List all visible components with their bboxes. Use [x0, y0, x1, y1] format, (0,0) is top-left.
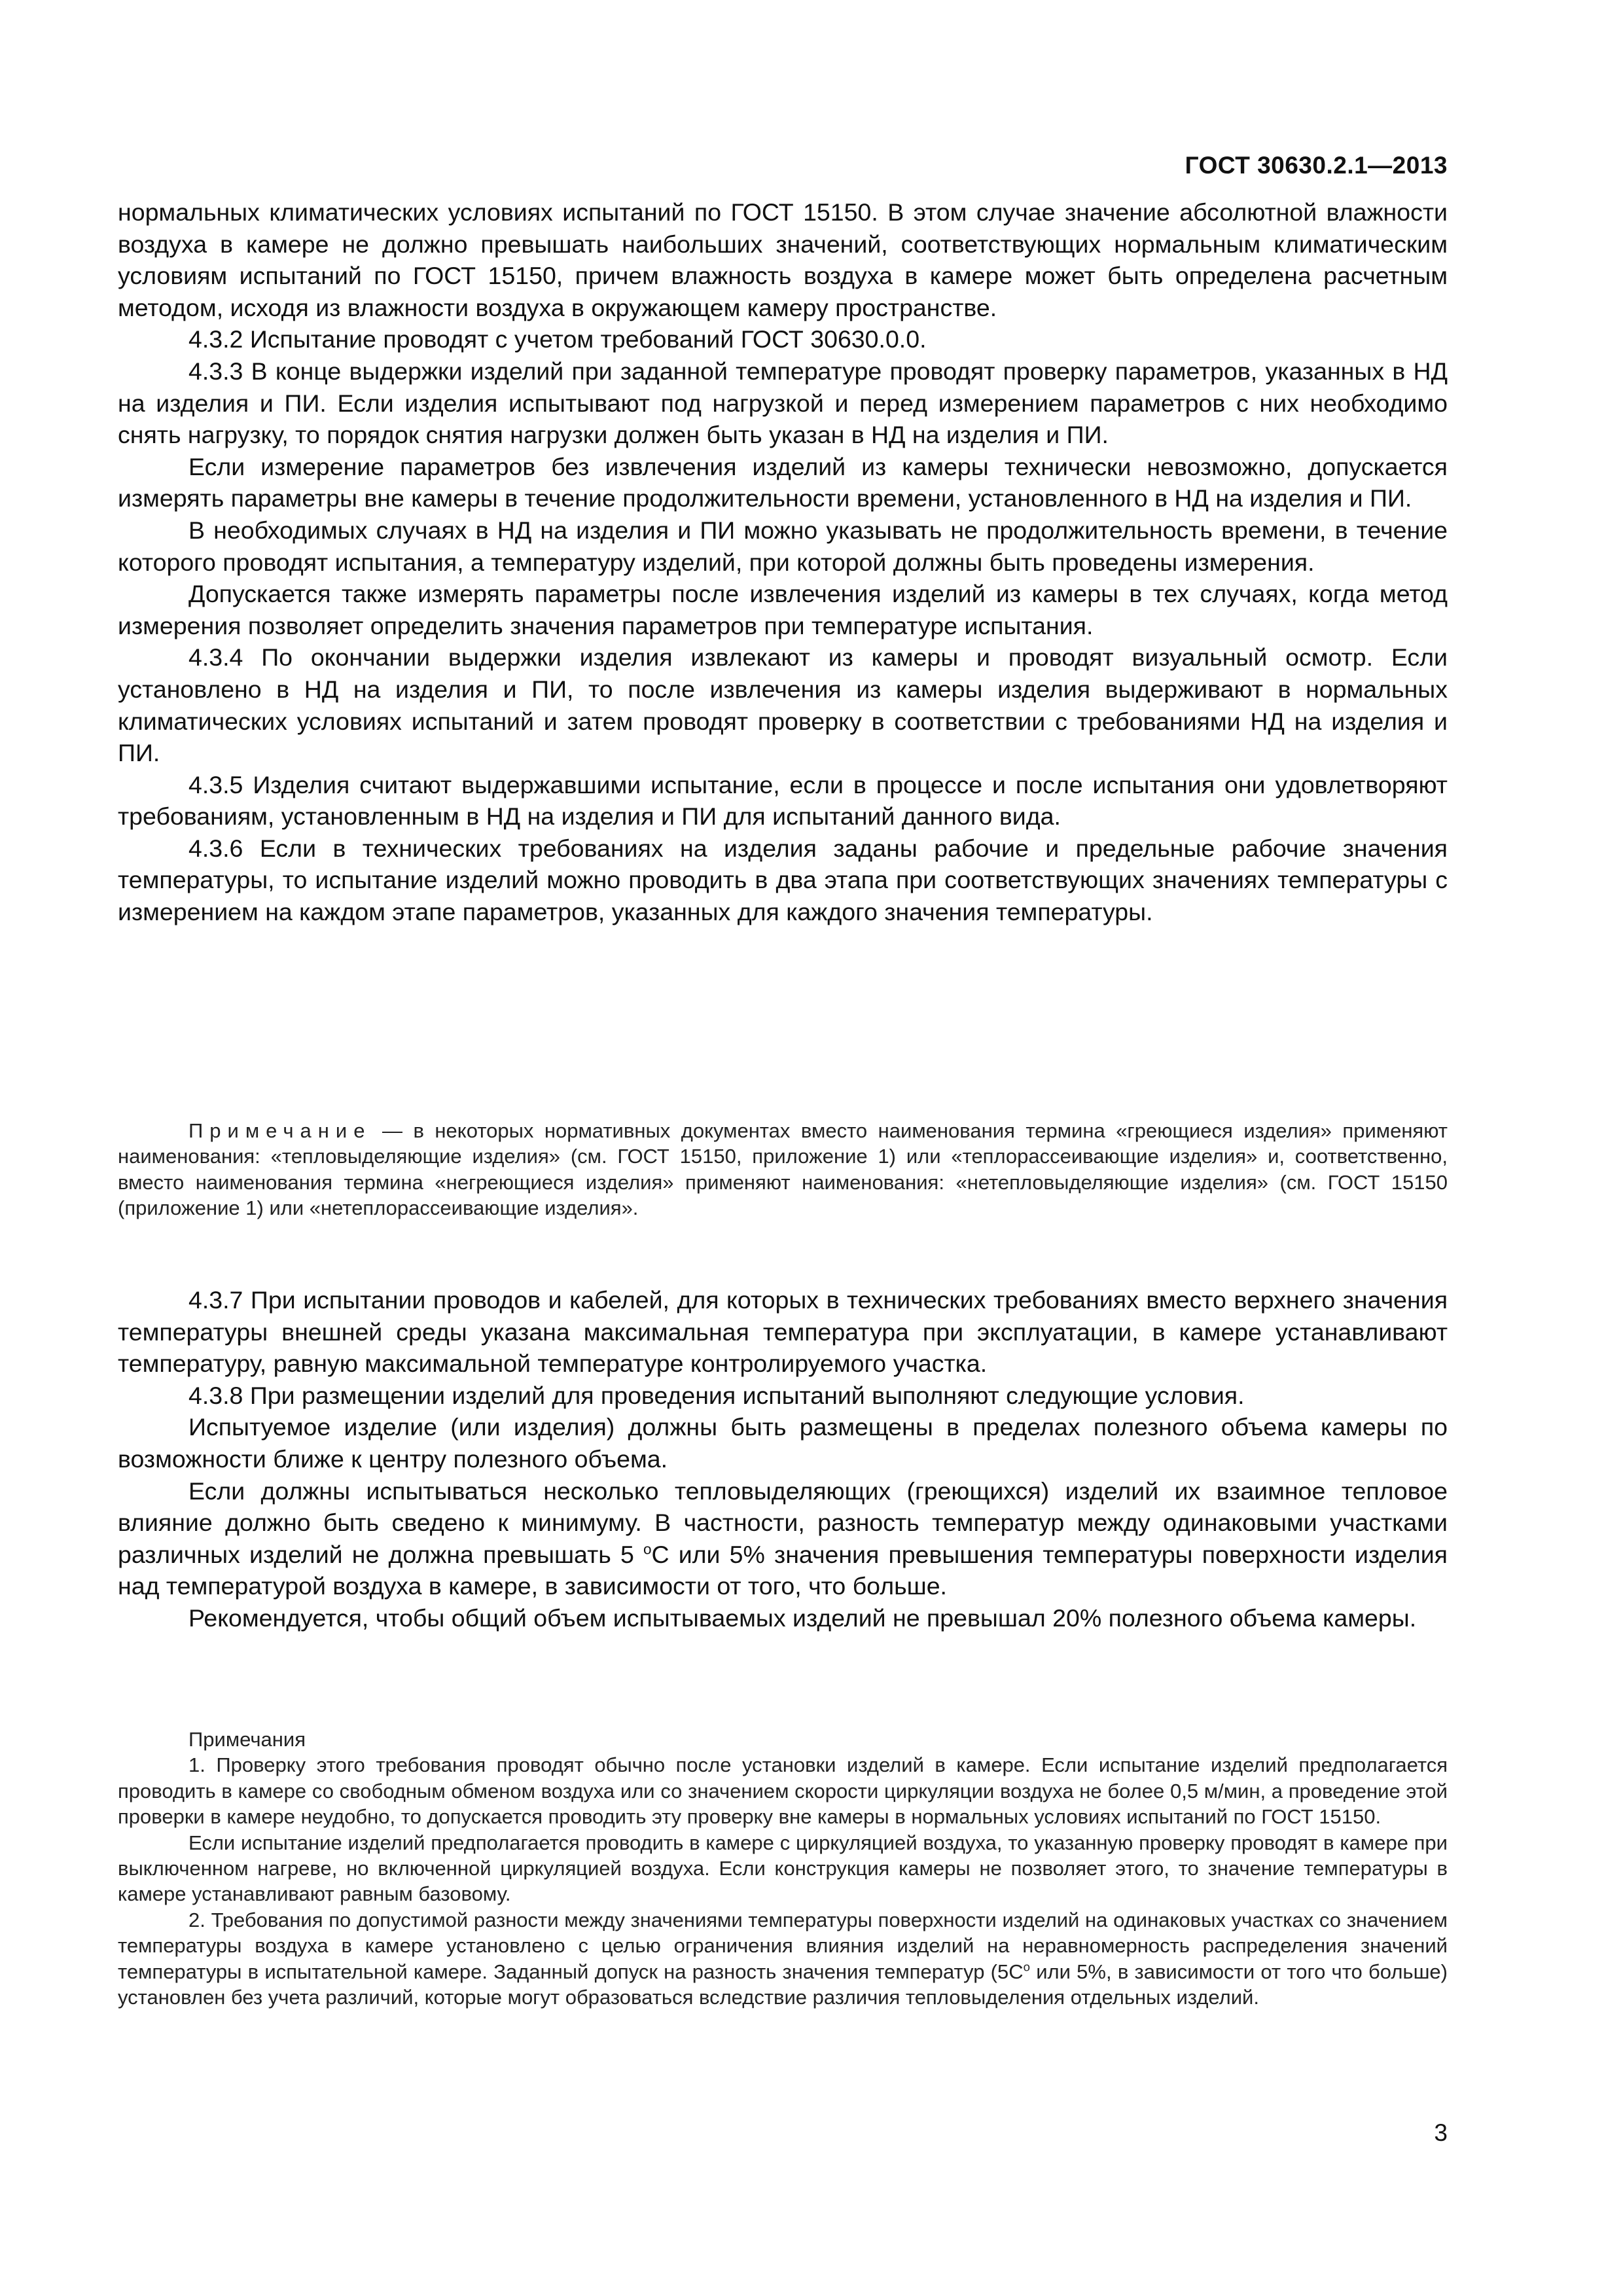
paragraph-text: С или 5% значения превышения температуры поверхности изделия над температурой воздуха в камере, в зависимости от того, что больше.	[118, 1540, 1448, 1600]
degree-sign: о	[643, 1541, 652, 1558]
paragraph: 4.3.5 Изделия считают выдержавшими испытание, если в процессе и после испытания они удовлетворяют требованиям, установленным в НД на изделия и ПИ для испытаний данного вида.	[118, 770, 1448, 831]
paragraph: В необходимых случаях в НД на изделия и ПИ можно указывать не продолжительность времени, в течение которого проводят испытания, а температуру изделий, при которой должны быть проведены измерения.	[118, 516, 1448, 576]
paragraph: 4.3.4 По окончании выдержки изделия извлекают из камеры и проводят визуальный осмотр. Если установлено в НД на изделия и ПИ, то после извлечения из камеры изделия выдерживают в нормальных климатических условиях испытаний и затем проводят проверку в соответствии с требованиями НД на изделия и ПИ.	[118, 643, 1448, 767]
document-header: ГОСТ 30630.2.1—2013	[1185, 152, 1448, 179]
note-block	[118, 1118, 1448, 1221]
paragraph-text: Если должны испытываться несколько тепловыделяющих (греющихся) изделий их взаимное тепловое влияние должно быть сведено к минимуму. В частности, разность температур между одинаковыми участками различных изделий не должна превышать 5	[118, 1477, 1448, 1568]
paragraph: нормальных климатических условиях испытаний по ГОСТ 15150. В этом случае значение абсолютной влажности воздуха в камере не должно превышать наибольших значений, соответствующих нормальным климатическим условиям испытаний по ГОСТ 15150, причем влажность воздуха в камере может быть определена расчетным методом, исходя из влажности воздуха в окружающем камеру пространстве.	[118, 198, 1448, 321]
notes-title: Примечания	[188, 1728, 306, 1751]
paragraph: 4.3.2 Испытание проводят с учетом требований ГОСТ 30630.0.0.	[188, 325, 927, 353]
note-label: Примечание	[188, 1119, 372, 1142]
note-text: 2. Требования по допустимой разности между значениями температуры поверхности изделий на одинаковых участках со значением температуры воздуха в камере установлено с целью ограничения влияния изделий на неравномерность распределения значений температуры в испытательной камере. Заданный допуск на разность значения температур (5С	[118, 1908, 1448, 1983]
paragraph: 4.3.6 Если в технических требованиях на изделия заданы рабочие и предельные рабочие значения температуры, то испытание изделий можно проводить в два этапа при соответствующих значениях температуры с измерением на каждом этапе параметров, указанных для каждого значения температуры.	[118, 834, 1448, 926]
note-text: или 5%, в зависимости от того что больше) установлен без учета различий, которые могут образоваться вследствие различия тепловыделения отдельных изделий.	[118, 1960, 1448, 2009]
main-text-block-2	[118, 1284, 1448, 1634]
note-item: Если испытание изделий предполагается проводить в камере с циркуляцией воздуха, то указанную проверку проводят в камере при выключенном нагреве, но включенной циркуляцией воздуха. Если конструкция камеры не позволяет этого, то значение температуры в камере устанавливают равным базовому.	[118, 1831, 1448, 1906]
paragraph: 4.3.3 В конце выдержки изделий при заданной температуре проводят проверку параметров, указанных в НД на изделия и ПИ. Если изделия испытывают под нагрузкой и перед измерением параметров с них необходимо снять нагрузку, то порядок снятия нагрузки должен быть указан в НД на изделия и ПИ.	[118, 357, 1448, 449]
paragraph: Допускается также измерять параметры после извлечения изделий из камеры в тех случаях, когда метод измерения позволяет определить значения параметров при температуре испытания.	[118, 580, 1448, 639]
degree-sign: о	[1023, 1960, 1030, 1974]
note-text: — в некоторых нормативных документах вместо наименования термина «греющиеся изделия» применяют наименования: «тепловыделяющие изделия» (см. ГОСТ 15150, приложение 1) или «теплорассеивающие изделия» и, соответственно, вместо наименования термина «негреющиеся изделия» применяют наименования: «нетепловыделяющие изделия» (см. ГОСТ 15150 (приложение 1) или «нетеплорассеивающие изделия».	[118, 1119, 1448, 1220]
paragraph	[118, 1475, 1448, 1602]
page-number: 3	[1434, 2119, 1448, 2146]
paragraph: Рекомендуется, чтобы общий объем испытываемых изделий не превышал 20% полезного объема камеры.	[188, 1604, 1417, 1632]
paragraph: 4.3.8 При размещении изделий для проведения испытаний выполняют следующие условия.	[188, 1381, 1245, 1409]
notes-block	[118, 1727, 1448, 2010]
paragraph: Если измерение параметров без извлечения изделий из камеры технически невозможно, допускается измерять параметры вне камеры в течение продолжительности времени, установленного в НД на изделия и ПИ.	[118, 452, 1448, 512]
main-text-block	[118, 196, 1448, 928]
paragraph: 4.3.7 При испытании проводов и кабелей, для которых в технических требованиях вместо верхнего значения температуры внешней среды указана максимальная температура при эксплуатации, в камере устанавливают температуру, равную максимальной температуре контролируемого участка.	[118, 1286, 1448, 1378]
note-item: 1. Проверку этого требования проводят обычно после установки изделий в камере. Если испытание изделий предполагается проводить в камере со свободным обменом воздуха или со значением скорости циркуляции воздуха не более 0,5 м/мин, а проведение этой проверки в камере неудобно, то допускается проводить эту проверку вне камеры в нормальных условиях испытаний по ГОСТ 15150.	[118, 1753, 1448, 1829]
note-paragraph	[118, 1118, 1448, 1221]
note-item	[118, 1907, 1448, 2011]
paragraph: Испытуемое изделие (или изделия) должны быть размещены в пределах полезного объема камеры по возможности ближе к центру полезного объема.	[118, 1413, 1448, 1473]
